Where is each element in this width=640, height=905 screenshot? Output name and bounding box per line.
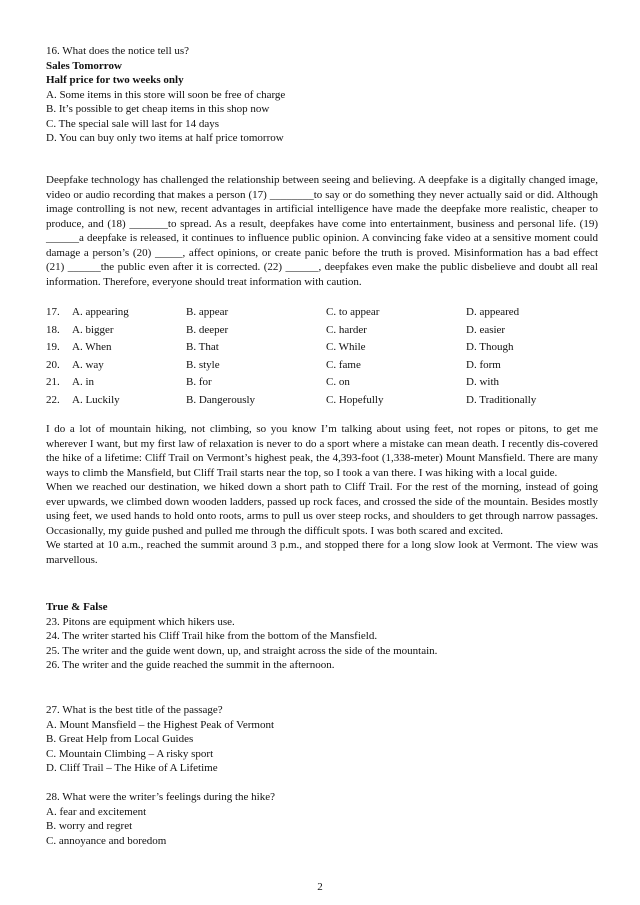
q16-notice-subtitle: Half price for two weeks only (46, 74, 184, 86)
tf-item-26: 26. The writer and the guide reached the summit in the afternoon. (46, 659, 335, 671)
cloze-number: 21. (46, 376, 60, 389)
cloze-option-d: D. easier (466, 323, 506, 336)
cloze-option-c: C. on (326, 376, 350, 389)
q28-question: 28. What were the writer’s feelings during the hike? (46, 791, 275, 803)
cloze-option-b: B. Dangerously (186, 393, 256, 406)
q27-option-a: A. Mount Mansfield – the Highest Peak of Vermont (46, 718, 275, 731)
cloze-number: 19. (46, 341, 60, 354)
question-16 (46, 44, 598, 146)
cloze-option-a: A. in (72, 376, 94, 389)
cloze-number: 17. (46, 306, 60, 318)
q16-option-b: B. It’s possible to get cheap items in this shop now (46, 103, 270, 115)
q16-option-d: D. You can buy only two items at half price tomorrow (46, 132, 284, 144)
cloze-option-a: A. When (72, 341, 112, 354)
reading-paragraph-3: We started at 10 a.m., reached the summit around 3 p.m., and stopped there for a long slow look at Vermont. The view was marvellous. (46, 539, 598, 566)
q16-question: 16. What does the notice tell us? (46, 45, 190, 57)
cloze-option-d: D. appeared (466, 306, 520, 318)
cloze-option-a: A. appearing (72, 306, 129, 318)
cloze-row-18 (46, 323, 598, 341)
q27-option-c: C. Mountain Climbing – A risky sport (46, 747, 214, 760)
cloze-passage: Deepfake technology has challenged the relationship between seeing and believing. A deepfake is a digitally changed image, video or audio recording that makes a person (17) ________to say or do something they never actually said or did. Although image controlling is not new, recent advantages in artificial intelligence have made the deepfake more realistic, cheaper to produce, and (18) _______to spread. As a result, deepfakes have come into entertainment, business and personal life. (19) ______a deepfake is released, it continues to influence public opinion. A convincing fake video at a sensitive moment could damage a person’s (20) _____, affect opinions, or create panic before the truth is proved. Misinformation has a bad effect (21) ______the public even after it is corrected. (22) ______, deepfakes even make the public disbelieve and doubt all real information. Therefore, everyone should treat information with caution. (46, 174, 598, 288)
cloze-option-d: D. with (466, 376, 499, 389)
cloze-row-17 (46, 305, 598, 323)
cloze-option-a: A. way (72, 358, 104, 371)
cloze-option-d: D. Though (466, 341, 514, 354)
cloze-row-21 (46, 375, 598, 393)
question-28 (46, 790, 598, 848)
cloze-option-b: B. appear (186, 306, 229, 318)
q28-option-a: A. fear and excitement (46, 805, 147, 818)
q27-option-d: D. Cliff Trail – The Hike of A Lifetime (46, 762, 218, 774)
true-false-title: True & False (46, 601, 108, 613)
page-number: 2 (317, 881, 323, 893)
cloze-option-c: C. harder (326, 323, 367, 336)
q27-option-b: B. Great Help from Local Guides (46, 733, 194, 745)
cloze-row-22 (46, 393, 598, 411)
cloze-option-c: C. Hopefully (326, 393, 384, 406)
cloze-number: 22. (46, 393, 60, 406)
cloze-options (46, 305, 598, 411)
cloze-option-c: C. fame (326, 358, 361, 371)
tf-item-23: 23. Pitons are equipment which hikers use. (46, 615, 235, 628)
q27-question: 27. What is the best title of the passage? (46, 704, 223, 716)
cloze-option-d: D. Traditionally (466, 393, 537, 406)
cloze-number: 20. (46, 358, 60, 371)
reading-passage (46, 422, 598, 567)
cloze-option-a: A. bigger (72, 323, 114, 336)
cloze-option-c: C. to appear (326, 306, 380, 318)
q28-option-c: C. annoyance and boredom (46, 834, 167, 847)
q28-option-b: B. worry and regret (46, 820, 133, 832)
tf-item-24: 24. The writer started his Cliff Trail hike from the bottom of the Mansfield. (46, 630, 378, 642)
cloze-option-b: B. That (186, 341, 219, 354)
true-false-section (46, 600, 598, 673)
tf-item-25: 25. The writer and the guide went down, up, and straight across the side of the mountain. (46, 644, 438, 657)
cloze-option-d: D. form (466, 358, 501, 371)
cloze-option-b: B. for (186, 376, 212, 389)
cloze-option-b: B. deeper (186, 323, 229, 336)
question-27 (46, 703, 598, 776)
cloze-option-a: A. Luckily (72, 393, 120, 406)
q16-option-c: C. The special sale will last for 14 days (46, 117, 220, 130)
cloze-option-c: C. While (326, 341, 366, 354)
reading-paragraph-2: When we reached our destination, we hiked down a short path to Cliff Trail. For the rest of the morning, instead of going ever upwards, we climbed down wooden ladders, passed up rock faces, and crossed the side of the mountain. Besides mostly using feet, we used hands to hold onto roots, arms to pull us over steep rocks, and shoulders to get through narrow passages. Occasionally, my guide pushed and pulled me through the difficult spots. I was both scared and excited. (46, 481, 598, 537)
q16-option-a: A. Some items in this store will soon be free of charge (46, 88, 286, 101)
cloze-row-20 (46, 358, 598, 376)
cloze-option-b: B. style (186, 358, 220, 371)
reading-paragraph-1: I do a lot of mountain hiking, not climbing, so you know I’m talking about using feet, not ropes or pitons, to get me wherever I want, but my first law of relaxation is never to do a sport where a mistake can mean death. I recently dis-covered the hike of a lifetime: Cliff Trail on Vermont’s highest peak, the 4,393-foot (1,338-meter) Mount Mansfield. There are many ways to climb the Mansfield, but Cliff Trail starts near the top, so I took a van there. I was hiking with a local guide. (46, 423, 598, 479)
cloze-row-19 (46, 340, 598, 358)
cloze-number: 18. (46, 323, 60, 336)
q16-notice-title: Sales Tomorrow (46, 59, 122, 72)
